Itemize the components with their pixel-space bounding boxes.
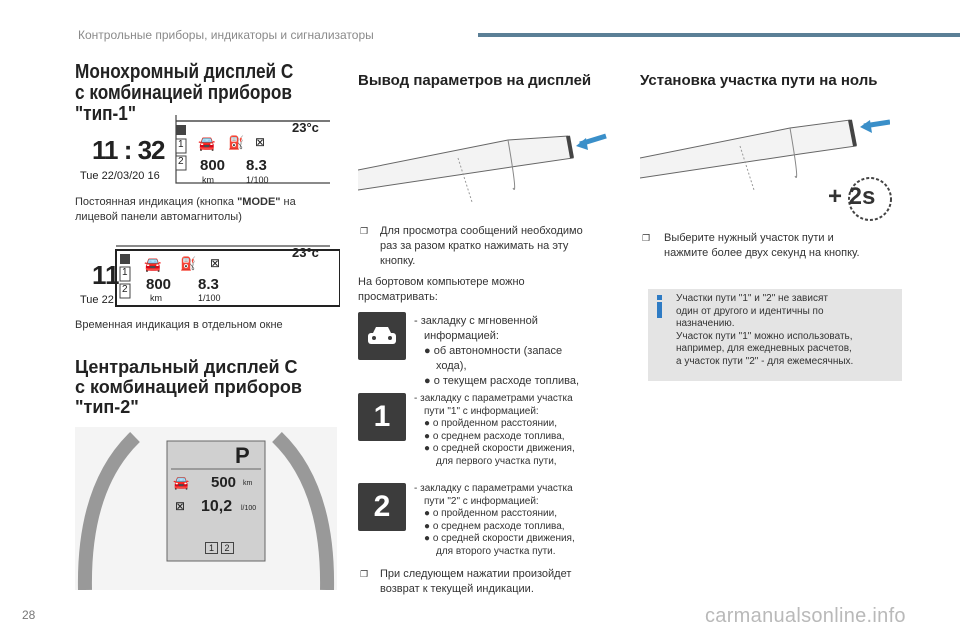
lcd-popup-unit-l100: 1/100 (198, 293, 221, 303)
info-l3: Участок пути "1" можно использовать, (676, 330, 853, 342)
title2-line-1: Центральный дисплей C (75, 357, 298, 377)
header-bar (478, 33, 960, 37)
lcd-tab-2: 2 (178, 156, 184, 167)
caption-temporary: Временная индикация в отдельном окне (75, 319, 283, 331)
square-bullet-icon: ❐ (360, 226, 369, 236)
item1-l4: ● о текущем расходе топлива, (424, 375, 580, 387)
lcd-popup-temp: 23°c (292, 245, 319, 260)
item-instant (414, 314, 629, 389)
item1-l3: хода), (436, 360, 467, 372)
dash-gear: P (235, 443, 250, 468)
lcd-date: Tue 22/03/20 16 (80, 170, 160, 182)
caption-mode-button: "MODE" (237, 196, 281, 208)
lcd-popup-unit-km: km (150, 293, 162, 303)
car-range-icon: 🚘 (144, 256, 162, 272)
bullet1-l3: кнопку. (380, 255, 416, 267)
lcd-popup-time: 11 (92, 260, 120, 290)
lcd-display-full (80, 115, 340, 190)
lcd-popup-date: Tue 22 (80, 294, 114, 306)
col2-intro (358, 275, 525, 305)
lcd-time: 11 : 32 (92, 135, 165, 165)
item2-l2: ● о пройденном расстоянии, (424, 418, 557, 429)
col3-bullet-l2: нажмите более двух секунд на кнопку. (664, 247, 860, 259)
dash-range: 500 (211, 474, 237, 491)
dash-consumption-unit: l/100 (241, 505, 257, 512)
col2-bullet2 (360, 567, 628, 597)
caption-permanent-a: Постоянная индикация (кнопка (75, 196, 238, 208)
page-number: 28 (22, 608, 36, 622)
item1-l1: информацией: (424, 330, 499, 342)
caption-permanent (75, 195, 345, 225)
item3-l2: ● о пройденном расстоянии, (424, 508, 557, 519)
hold-2s-label: + 2s (828, 183, 876, 210)
info-text (676, 293, 898, 368)
bullet2-l2: возврат к текущей индикации. (380, 583, 534, 595)
col3-title: Установка участка пути на ноль (640, 72, 878, 89)
car-range-icon: 🚘 (198, 135, 216, 151)
lcd-popup-value-consumption: 8.3 (198, 276, 219, 293)
trip2-icon-box (358, 483, 406, 531)
watermark: carmanualsonline.info (705, 605, 906, 627)
title2-line-3: "тип-2" (75, 397, 139, 417)
trip1-icon-label: 1 (373, 400, 391, 433)
stalk-illustration-1 (358, 118, 608, 208)
lcd-tab-1: 1 (178, 139, 184, 150)
item3-l1: пути "2" с информацией: (424, 495, 539, 507)
item1-l2: ● об автономности (запасе (424, 345, 563, 357)
item3-l0: - закладку с параметрами участка (414, 483, 573, 494)
item2-l0: - закладку с параметрами участка (414, 393, 573, 404)
title2-line-2: с комбинацией приборов (75, 377, 302, 397)
lcd-value-consumption: 8.3 (246, 157, 267, 174)
dash-range-unit: km (243, 480, 253, 487)
stalk-drawing-1 (358, 118, 608, 208)
square-bullet-icon: ❐ (360, 569, 369, 579)
hold-2s-icon (828, 175, 894, 223)
info-l4: например, для ежедневных расчетов, (676, 343, 852, 354)
lcd-unit-km: km (202, 175, 214, 185)
header-section-text: Контрольные приборы, индикаторы и сигнализаторы (78, 28, 374, 42)
dash-consumption: 10,2 (201, 498, 233, 515)
lcd-display-popup (80, 240, 340, 310)
car-front-icon (366, 325, 398, 347)
caption-permanent-c: на (280, 196, 296, 208)
item1-l0: - закладку с мгновенной (414, 315, 538, 327)
item2-l5: для первого участка пути, (436, 455, 557, 467)
lcd-value-range: 800 (200, 157, 226, 174)
info-l0: Участки пути "1" и "2" не зависят (676, 293, 828, 304)
title-line-2: с комбинацией приборов "тип-1" (75, 82, 292, 125)
bullet2-l1: При следующем нажатии произойдет (380, 568, 572, 580)
dash-tabs (205, 543, 234, 553)
info-icon (654, 295, 664, 319)
info-l5: а участок пути "2" - для ежемесячных. (676, 355, 854, 367)
instant-info-icon-box (358, 312, 406, 360)
dash-tab-2: 2 (221, 542, 234, 554)
caption-permanent-d: лицевой панели автомагнитолы) (75, 211, 242, 223)
item2-l3: ● о среднем расходе топлива, (424, 430, 565, 442)
item3-l5: для второго участка пути. (436, 545, 556, 557)
lcd-temp: 23°c (292, 120, 319, 135)
lcd-unit-l100: 1/100 (246, 175, 269, 185)
title-line-1: Монохромный дисплей C (75, 61, 294, 83)
item2-l4: ● о средней скорости движения, (424, 443, 575, 454)
fuel-pump-icon: ⛽ (228, 135, 245, 150)
lcd-popup-tab-1: 1 (122, 267, 128, 278)
bullet1-l1: Для просмотра сообщений необходимо (380, 225, 583, 237)
lcd-popup-value-range: 800 (146, 276, 172, 293)
col2-title: Вывод параметров на дисплей (358, 72, 592, 89)
item3-l4: ● о средней скорости движения, (424, 533, 575, 544)
fuel-pump-icon: ⛽ (180, 256, 197, 271)
title-central-display (75, 357, 302, 417)
trip2-icon-label: 2 (373, 490, 391, 523)
item-trip1 (414, 393, 629, 468)
intro-l2: просматривать: (358, 291, 438, 303)
consumption-icon: ⊠ (175, 499, 186, 513)
bullet1-l2: раз за разом кратко нажимать на эту (380, 240, 569, 252)
trip1-icon-box (358, 393, 406, 441)
item2-l1: пути "1" с информацией: (424, 405, 539, 417)
lcd-popup-tab-2: 2 (122, 284, 128, 295)
info-l1: один от другого и идентичны по (676, 305, 824, 317)
intro-l1: На бортовом компьютере можно (358, 276, 525, 288)
consumption-icon: ⊠ (210, 256, 221, 270)
dashboard-illustration (75, 427, 337, 590)
consumption-icon: ⊠ (255, 135, 266, 149)
col3-bullet-l1: Выберите нужный участок пути и (664, 232, 834, 244)
item3-l3: ● о среднем расходе топлива, (424, 520, 565, 532)
info-box (648, 289, 902, 381)
square-bullet-icon: ❐ (642, 233, 651, 243)
dash-tab-1: 1 (205, 542, 218, 554)
col3-bullet (642, 231, 905, 261)
car-range-icon: 🚘 (173, 475, 190, 490)
col2-bullet1 (360, 224, 628, 269)
info-l2: назначению. (676, 318, 735, 329)
item-trip2 (414, 483, 629, 558)
